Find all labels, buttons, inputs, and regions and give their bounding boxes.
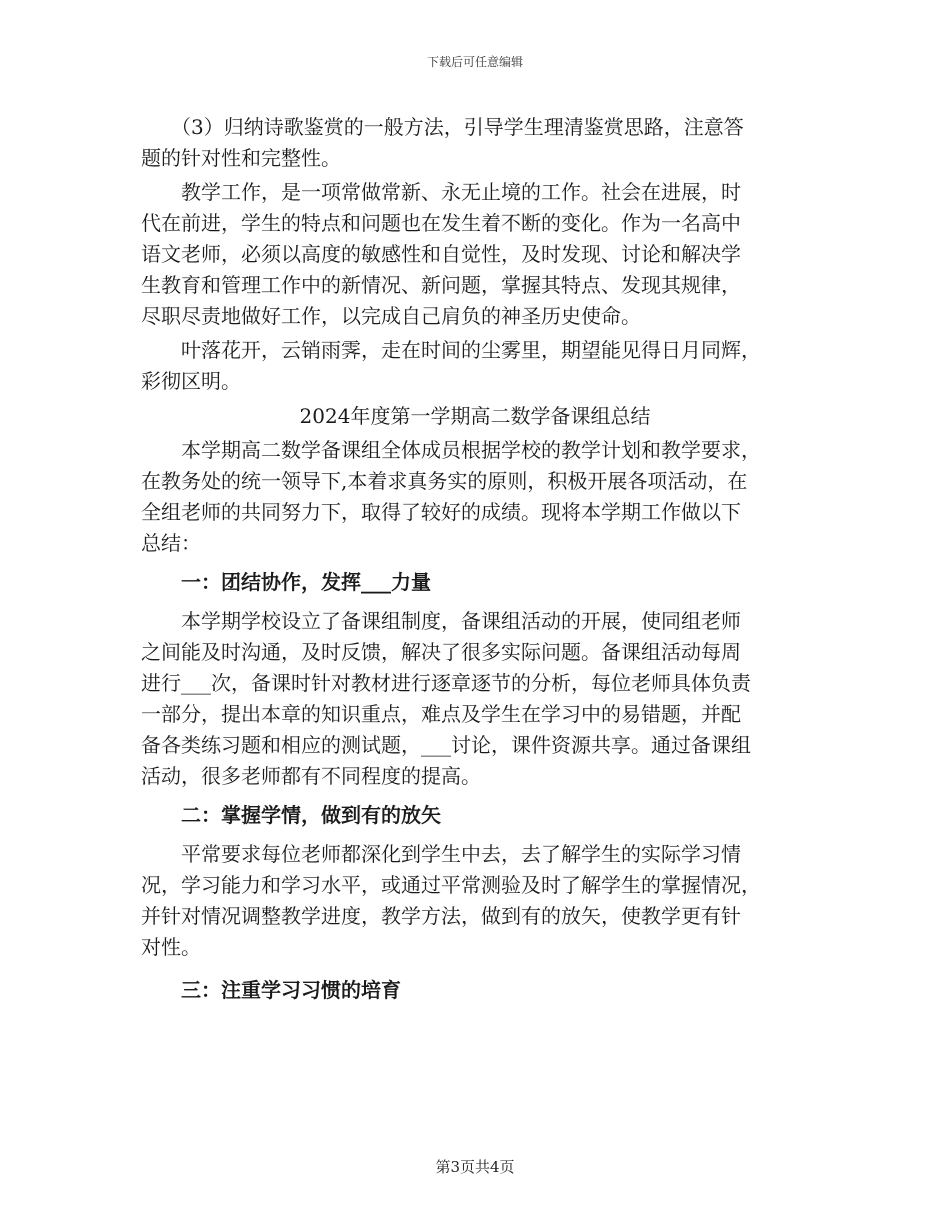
text-line: 彩彻区明。 (141, 369, 241, 393)
page-number: 第3页共4页 (435, 1158, 515, 1176)
paragraph-item-3 (141, 112, 809, 174)
text-line: 备各类练习题和相应的测试题，___讨论，课件资源共享。通过备课组 (141, 733, 751, 757)
text-line: 叶落花开，云销雨霁，走在时间的尘雾里，期望能见得日月同辉， (181, 338, 761, 362)
text-line: 平常要求每位老师都深化到学生中去，去了解学生的实际学习情 (181, 842, 741, 866)
text-line: 教学工作，是一项常做常新、永无止境的工作。社会在进展，时 (181, 180, 741, 204)
text-line: 代在前进，学生的特点和问题也在发生着不断的变化。作为一名高中 (141, 211, 741, 235)
text-line: 总结： (141, 531, 201, 555)
text-line: 生教育和管理工作中的新情况、新问题，掌握其特点、发现其规律， (141, 273, 741, 297)
paragraph-intro (141, 435, 809, 559)
paragraph-closing (141, 335, 809, 397)
paragraph-body-1 (141, 606, 809, 792)
document-body (141, 112, 809, 1014)
text-line: 活动，很多老师都有不同程度的提高。 (141, 764, 481, 788)
text-line: （3）归纳诗歌鉴赏的一般方法，引导学生理清鉴赏思路，注意答 (171, 115, 744, 139)
text-line: 并针对情况调整教学进度，教学方法，做到有的放矢，使教学更有针 (141, 904, 741, 928)
heading-2: 二：掌握学情，做到有的放矢 (181, 803, 441, 827)
text-line: 之间能及时沟通，及时反馈，解决了很多实际问题。备课组活动每周 (141, 640, 741, 664)
text-line: 语文老师，必须以高度的敏感性和自觉性，及时发现、讨论和解决学 (141, 242, 741, 266)
heading-3: 三：注重学习习惯的培育 (181, 978, 401, 1002)
text-line: 况，学习能力和学习水平，或通过平常测验及时了解学生的掌握情况， (141, 873, 761, 897)
section-title: 2024年度第一学期高二数学备课组总结 (299, 404, 651, 428)
text-line: 对性。 (141, 935, 201, 959)
heading-1: 一：团结协作，发挥___力量 (181, 570, 431, 594)
paragraph-body-2 (141, 839, 809, 963)
text-line: 本学期高二数学备课组全体成员根据学校的教学计划和教学要求， (181, 438, 761, 462)
text-line: 尽职尽责地做好工作，以完成自己肩负的神圣历史使命。 (141, 304, 641, 328)
page-header-note: 下载后可任意编辑 (426, 55, 523, 69)
text-line: 本学期学校设立了备课组制度，备课组活动的开展，使同组老师 (181, 609, 741, 633)
text-line: 一部分，提出本章的知识重点，难点及学生在学习中的易错题，并配 (141, 702, 741, 726)
text-line: 题的针对性和完整性。 (141, 146, 341, 170)
text-line: 在教务处的统一领导下,本着求真务实的原则，积极开展各项活动，在 (141, 469, 748, 493)
paragraph-teaching-work (141, 177, 809, 332)
text-line: 进行___次，备课时针对教材进行逐章逐节的分析，每位老师具体负责 (141, 671, 751, 695)
text-line: 全组老师的共同努力下，取得了较好的成绩。现将本学期工作做以下 (141, 500, 741, 524)
